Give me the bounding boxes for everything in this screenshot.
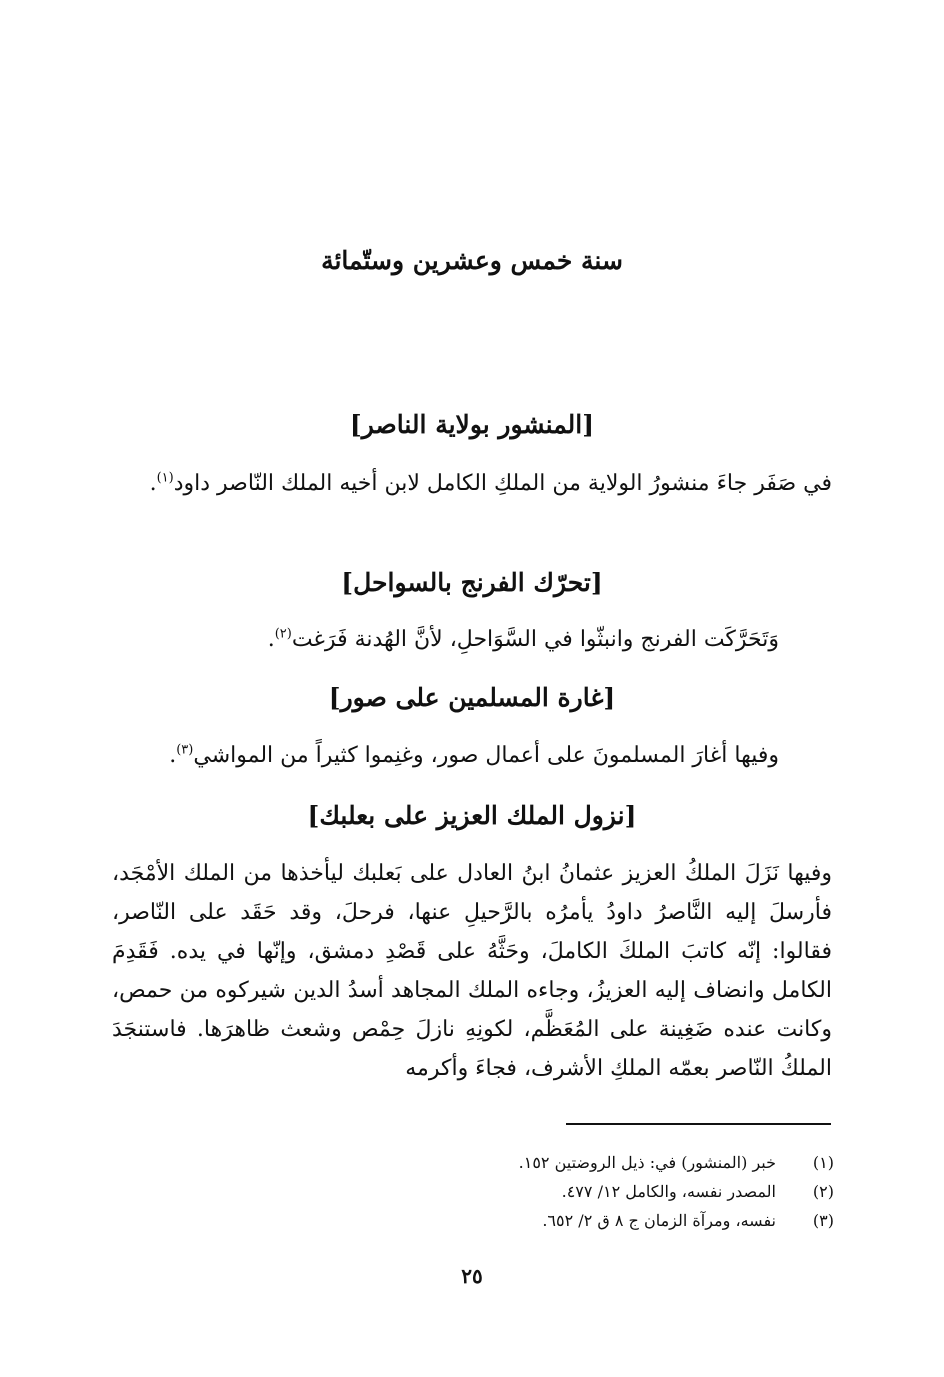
section-heading-franks: [تحرّك الفرنج بالسواحل] — [341, 568, 603, 597]
section-heading-decree: [المنشور بولاية الناصر] — [349, 410, 595, 439]
section-paragraph-tyre-raid — [112, 736, 779, 775]
footnote-2 — [234, 1177, 834, 1206]
section-paragraph-baalbek — [112, 854, 832, 1088]
footnote-number: (٢) — [812, 1182, 834, 1201]
section-heading-baalbek: [نزول الملك العزيز على بعلبك] — [307, 801, 637, 830]
section-paragraph-decree — [112, 464, 832, 503]
paragraph-text: وفيها نَزَلَ الملكُ العزيز عثمانُ ابنُ العادل على بَعلبك ليأخذها من الملك الأمْجَد، فأرسلَ إليه النَّاصرُ داودُ يأمرُه بالرَّحيلِ عنها، فرحلَ، وقد حَقَد على النّاصر، فقالوا: إنّه كاتبَ الملكَ الكاملَ، وحَثَّهُ على قَصْدِ دمشق، وإنّها في يده. فَقَدِمَ الكامل وانضاف إليه العزيزُ، وجاءه الملك المجاهد أسدُ الدين شيركوه من حمص، وكانت عنده ضَغِينة على المُعَظَّم، لكونِهِ نازلَ حِمْص وشعث ظاهرَها. فاستنجَدَ الملكُ النّاصر بعمّه الملكِ الأشرف، فجاءَ وأكرمه — [112, 861, 832, 1081]
year-title: سنة خمس وعشرين وستّمائة — [321, 246, 623, 275]
footnote-1 — [234, 1148, 834, 1177]
section-heading-tyre-raid: [غارة المسلمين على صور] — [328, 683, 616, 712]
footnote-text: خبر (المنشور) في: ذيل الروضتين ١٥٢. — [518, 1153, 776, 1172]
paragraph-end: . — [267, 627, 275, 652]
footnote-text: نفسه، ومرآة الزمان ج ٨ ق ٢/ ٦٥٢. — [542, 1211, 776, 1230]
page-number: ٢٥ — [461, 1264, 483, 1288]
paragraph-end: . — [169, 743, 177, 768]
footnotes — [234, 1148, 834, 1235]
footnote-reference: (٣) — [176, 742, 194, 758]
footnote-reference: (١) — [156, 470, 174, 486]
footnote-text: المصدر نفسه، والكامل ١٢/ ٤٧٧. — [561, 1182, 776, 1201]
footnote-reference: (٢) — [274, 626, 292, 642]
paragraph-end: . — [149, 471, 157, 496]
section-paragraph-franks — [112, 620, 779, 659]
paragraph-text: وَتَحَرَّكَت الفرنج وانبثّوا في السَّوَاحلِ، لأنَّ الهُدنة فَرَغت — [291, 627, 779, 652]
footnote-number: (٣) — [812, 1211, 834, 1230]
footnote-separator — [566, 1123, 831, 1125]
footnote-3 — [234, 1206, 834, 1235]
paragraph-text: وفيها أغارَ المسلمونَ على أعمال صور، وغنِموا كثيراً من المواشي — [193, 743, 779, 768]
paragraph-text: في صَفَر جاءَ منشورُ الولاية من الملكِ الكامل لابن أخيه الملك النّاصر داود — [173, 471, 832, 496]
footnote-number: (١) — [812, 1153, 834, 1172]
